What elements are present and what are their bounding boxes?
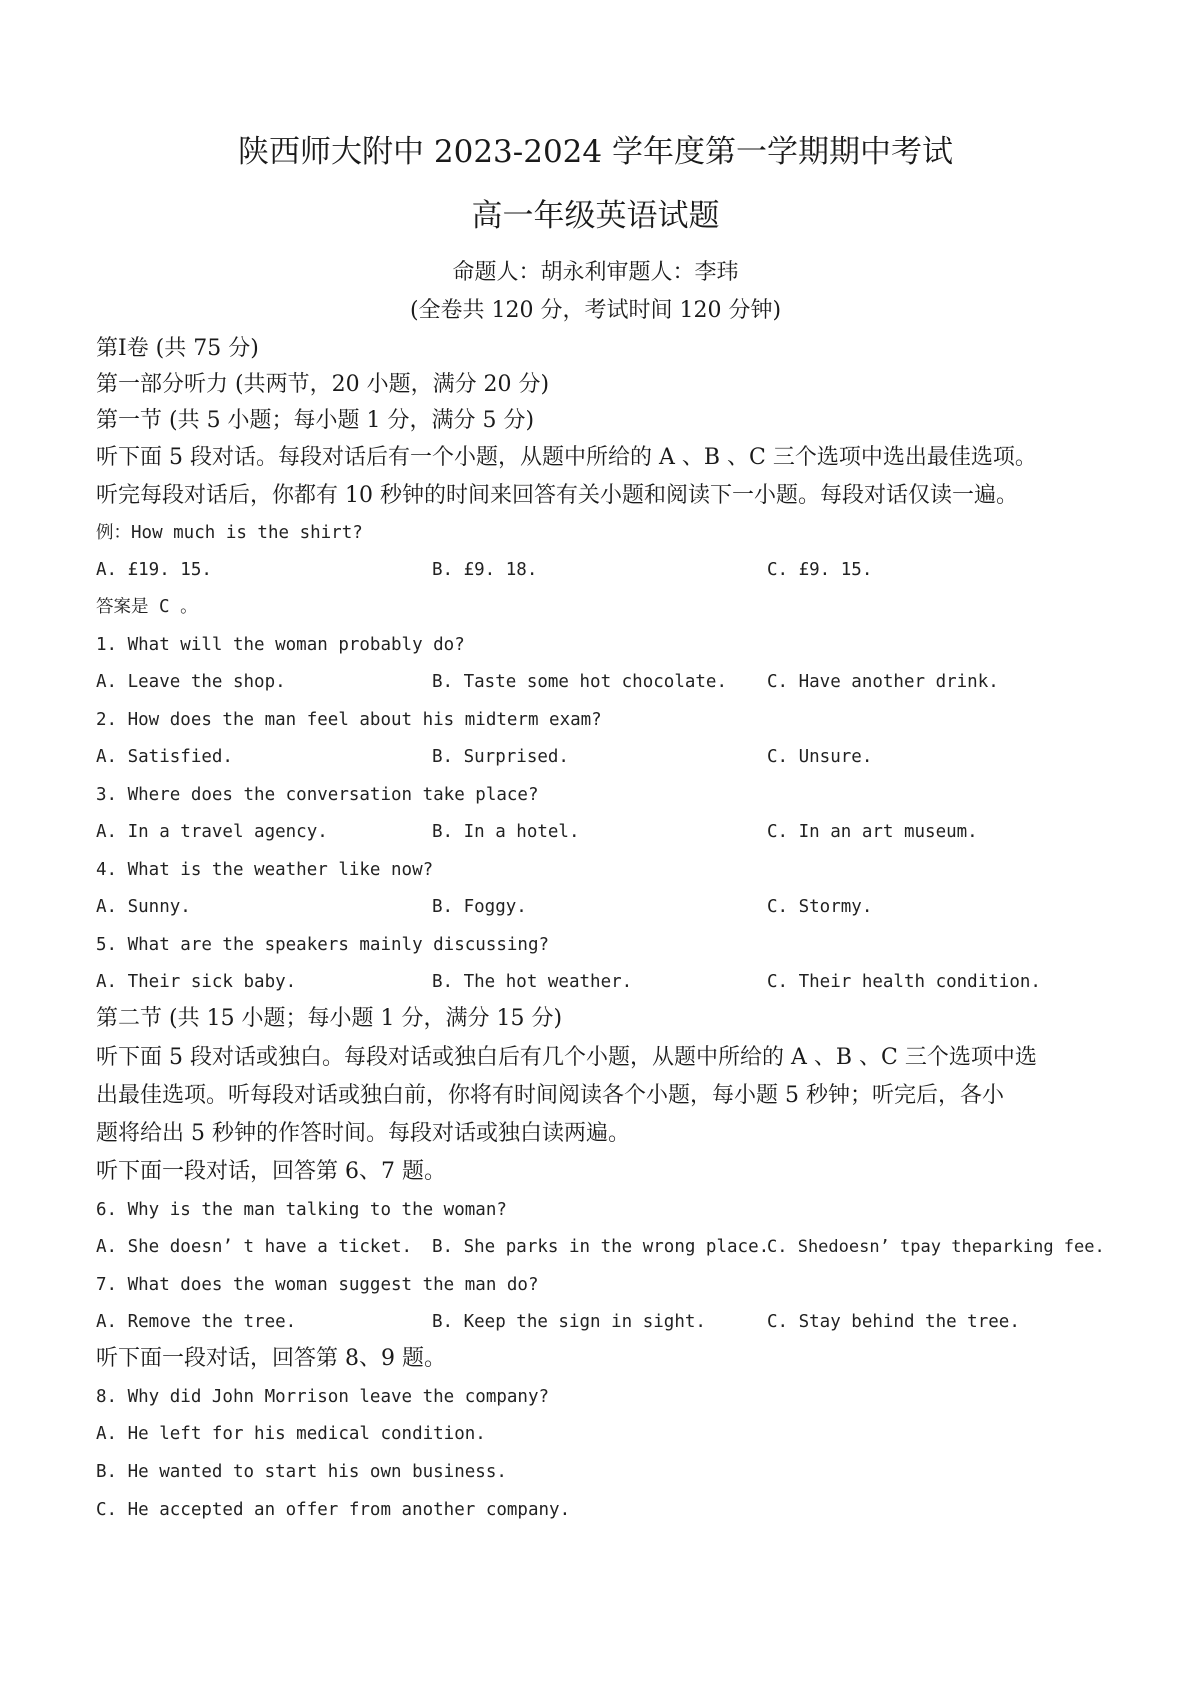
question-8-option-a: A. He left for his medical condition. xyxy=(96,1424,486,1444)
listening-heading: 第一部分听力 (共两节，20 小题，满分 20 分) xyxy=(96,372,550,397)
question-3-option-c: C. In an art museum. xyxy=(767,822,978,842)
example-option-a: A. £19. 15. xyxy=(96,560,212,580)
authors-line: 命题人：胡永利审题人：李玮 xyxy=(452,260,739,285)
exam-subtitle: 高一年级英语试题 xyxy=(471,198,720,234)
example-option-b: B. £9. 18. xyxy=(432,560,538,580)
dialogue-8-9-heading: 听下面一段对话，回答第 8、9 题。 xyxy=(96,1346,446,1371)
question-3-option-a: A. In a travel agency. xyxy=(96,822,328,842)
question-6: 6. Why is the man talking to the woman? xyxy=(96,1200,507,1220)
example-option-c: C. £9. 15. xyxy=(767,560,873,580)
question-4-option-c: C. Stormy. xyxy=(767,897,873,917)
section-two-instructions-line2: 出最佳选项。听每段对话或独白前，你将有时间阅读各个小题，每小题 5 秒钟；听完后，各小 xyxy=(96,1083,1004,1108)
question-6-option-a: A. She doesn’ t have a ticket. xyxy=(96,1237,413,1257)
question-1-option-a: A. Leave the shop. xyxy=(96,672,286,692)
question-8-option-b: B. He wanted to start his own business. xyxy=(96,1462,507,1482)
question-5: 5. What are the speakers mainly discussing? xyxy=(96,935,550,955)
question-6-option-b: B. She parks in the wrong place. xyxy=(432,1237,770,1257)
section-two-instructions-line1: 听下面 5 段对话或独白。每段对话或独白后有几个小题，从题中所给的 A 、B 、C 三个选项中选 xyxy=(96,1045,1037,1070)
section-one-instructions-line2: 听完每段对话后，你都有 10 秒钟的时间来回答有关小题和阅读下一小题。每段对话仅读一遍。 xyxy=(96,483,1018,508)
volume-heading: 第Ⅰ卷 (共 75 分) xyxy=(96,336,259,361)
question-7-option-a: A. Remove the tree. xyxy=(96,1312,297,1332)
question-6-option-c: C. Shedoesn’ tpay theparking fee. xyxy=(767,1237,1105,1257)
section-two-instructions-line3: 题将给出 5 秒钟的作答时间。每段对话或独白读两遍。 xyxy=(96,1121,630,1146)
question-8: 8. Why did John Morrison leave the company? xyxy=(96,1387,550,1407)
example-answer: 答案是 C 。 xyxy=(96,597,198,617)
question-1-option-b: B. Taste some hot chocolate. xyxy=(432,672,728,692)
question-7-option-c: C. Stay behind the tree. xyxy=(767,1312,1020,1332)
question-2-option-c: C. Unsure. xyxy=(767,747,873,767)
question-3: 3. Where does the conversation take place? xyxy=(96,785,539,805)
question-7: 7. What does the woman suggest the man do? xyxy=(96,1275,539,1295)
question-4-option-b: B. Foggy. xyxy=(432,897,527,917)
question-5-option-b: B. The hot weather. xyxy=(432,972,633,992)
question-7-option-b: B. Keep the sign in sight. xyxy=(432,1312,706,1332)
question-3-option-b: B. In a hotel. xyxy=(432,822,580,842)
example-question: 例：How much is the shirt? xyxy=(96,523,363,543)
question-1-option-c: C. Have another drink. xyxy=(767,672,999,692)
section-one-heading: 第一节 (共 5 小题；每小题 1 分，满分 5 分) xyxy=(96,408,535,433)
section-one-instructions-line1: 听下面 5 段对话。每段对话后有一个小题，从题中所给的 A 、B 、C 三个选项中选出最佳选项。 xyxy=(96,445,1037,470)
exam-title: 陕西师大附中 2023-2024 学年度第一学期期中考试 xyxy=(238,134,953,170)
section-two-heading: 第二节 (共 15 小题；每小题 1 分，满分 15 分) xyxy=(96,1006,563,1031)
question-2-option-a: A. Satisfied. xyxy=(96,747,233,767)
question-1: 1. What will the woman probably do? xyxy=(96,635,465,655)
question-2-option-b: B. Surprised. xyxy=(432,747,569,767)
question-8-option-c: C. He accepted an offer from another company. xyxy=(96,1500,571,1520)
question-2: 2. How does the man feel about his midterm exam? xyxy=(96,710,602,730)
question-5-option-c: C. Their health condition. xyxy=(767,972,1041,992)
question-5-option-a: A. Their sick baby. xyxy=(96,972,297,992)
score-time-line: (全卷共 120 分，考试时间 120 分钟) xyxy=(409,298,782,323)
question-4: 4. What is the weather like now? xyxy=(96,860,434,880)
question-4-option-a: A. Sunny. xyxy=(96,897,191,917)
dialogue-6-7-heading: 听下面一段对话，回答第 6、7 题。 xyxy=(96,1159,446,1184)
